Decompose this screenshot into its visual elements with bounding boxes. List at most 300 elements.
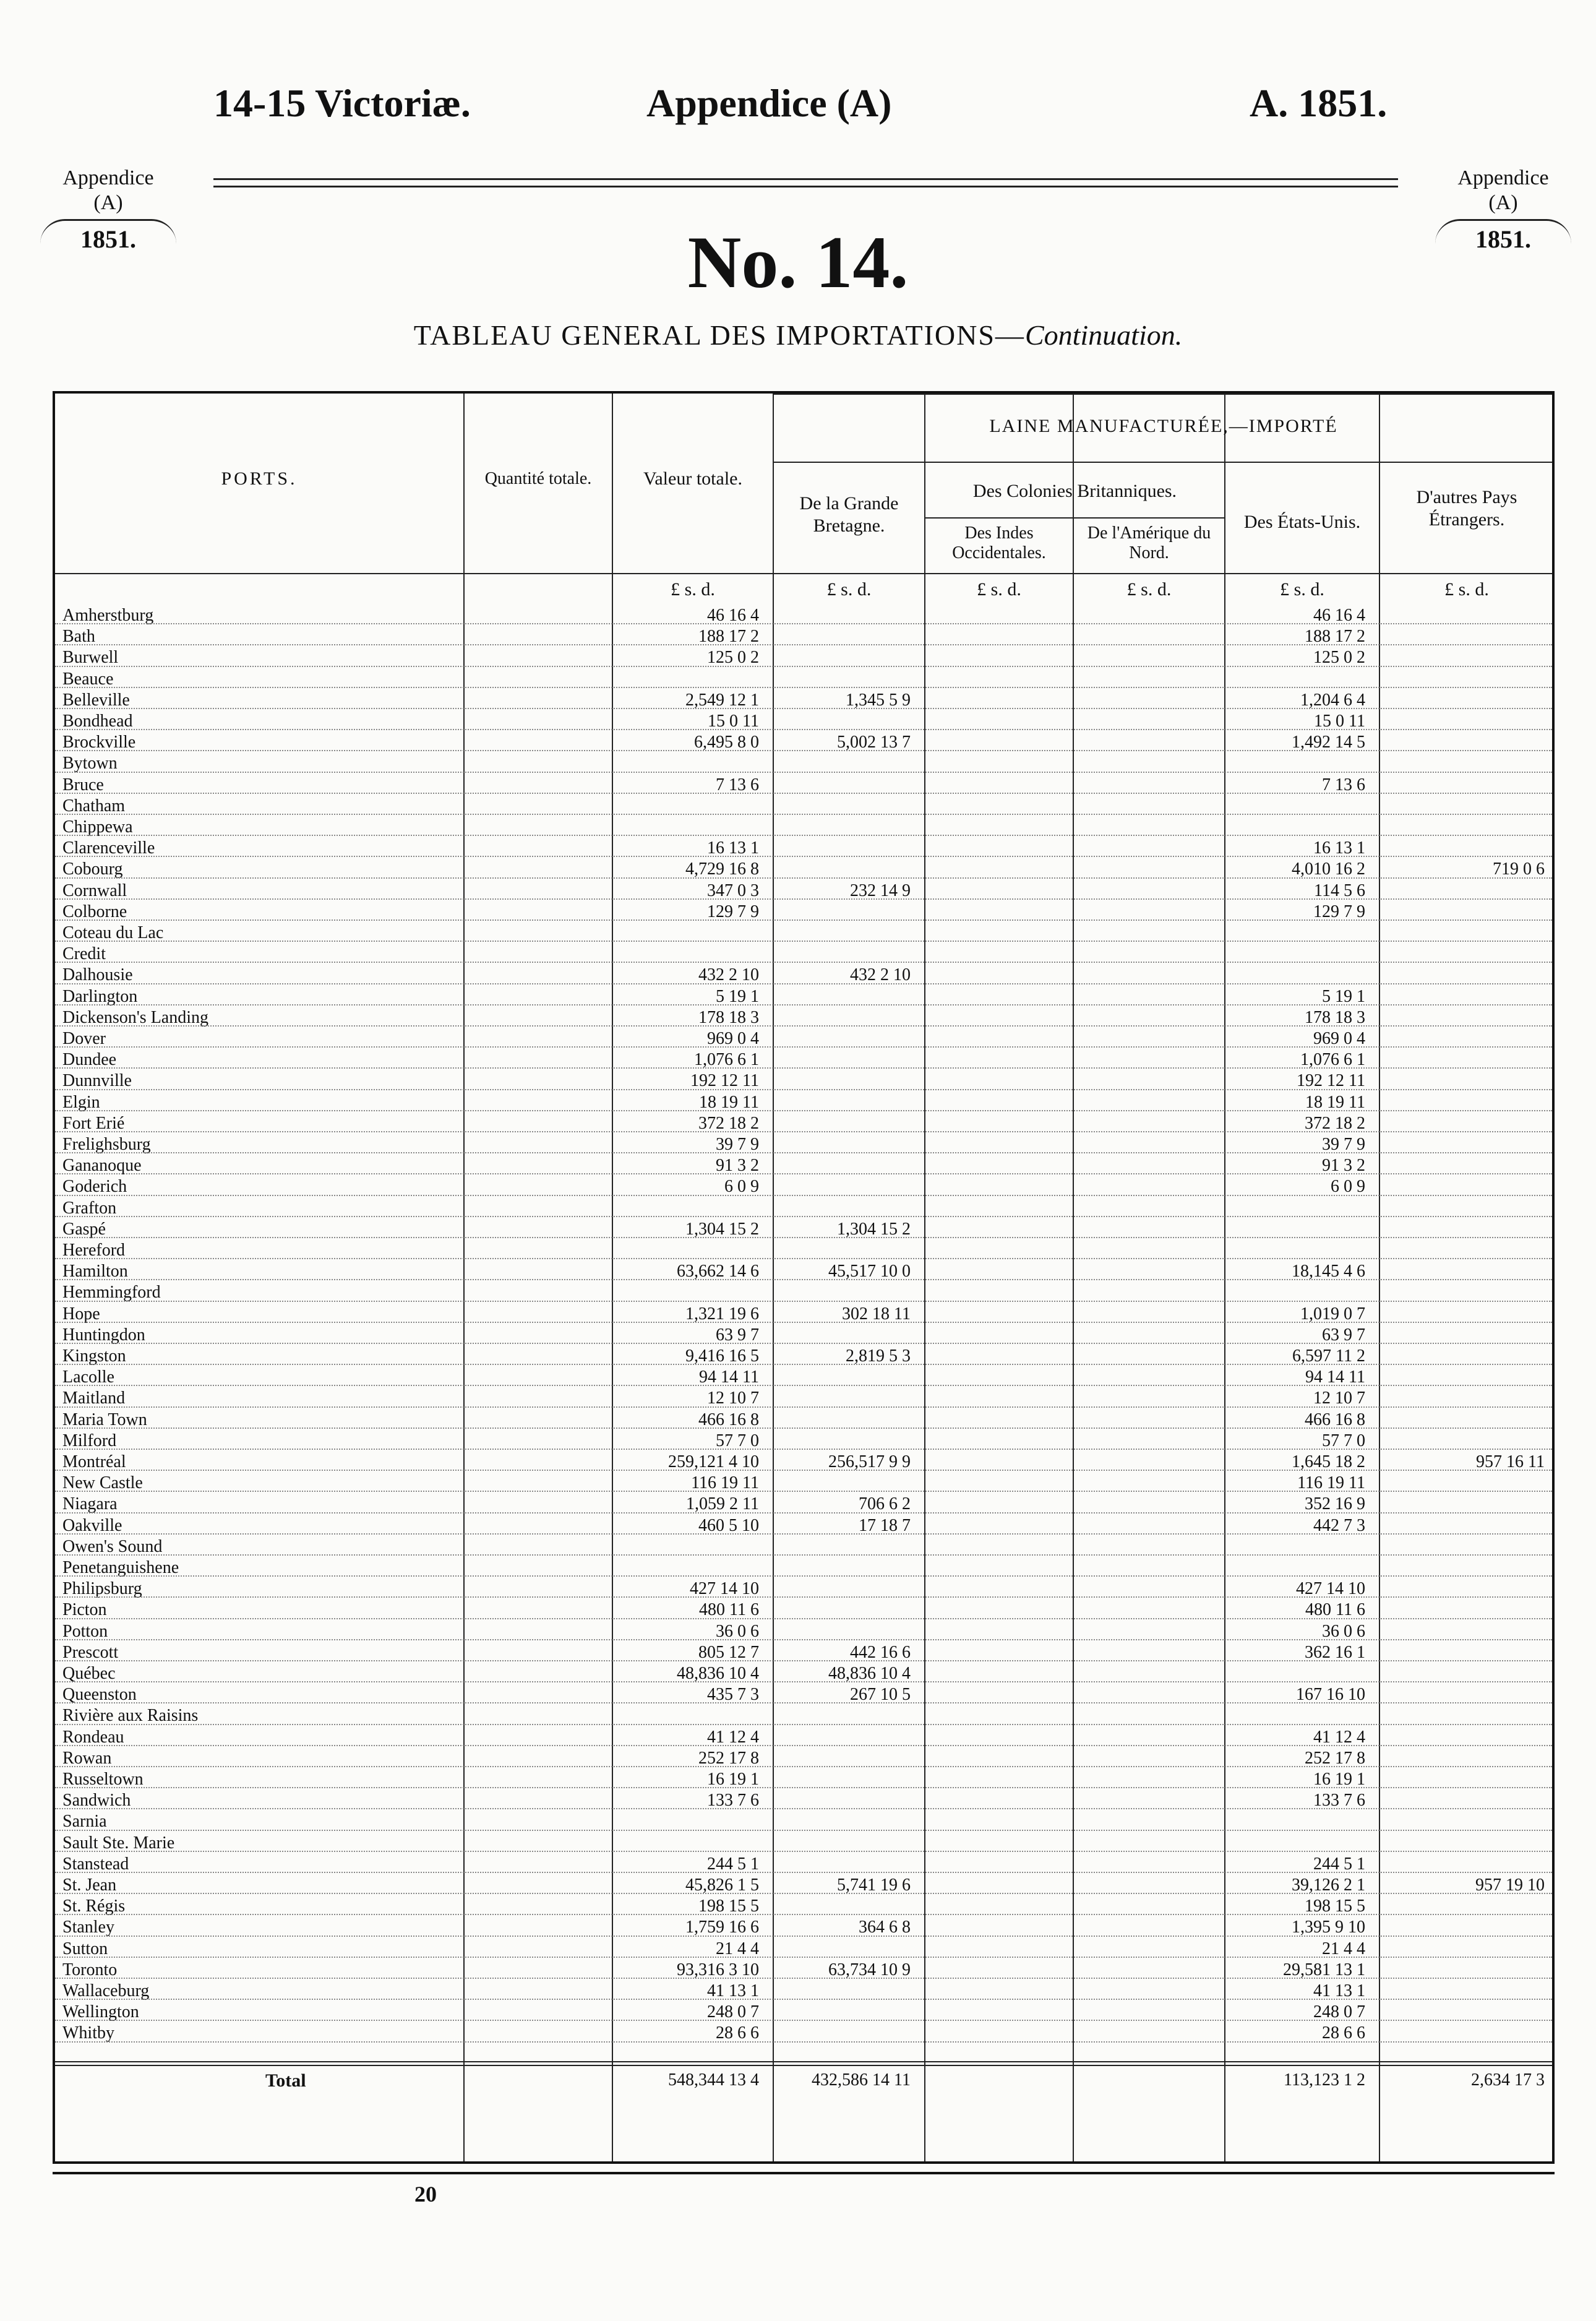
etats-unis-cell: 969 0 4 bbox=[1313, 1029, 1365, 1048]
leader-dots bbox=[55, 1533, 1552, 1535]
etats-unis-cell: 116 19 11 bbox=[1297, 1473, 1365, 1493]
gb-cell: 432 2 10 bbox=[850, 965, 911, 985]
port-name: Brockville bbox=[62, 733, 136, 752]
port-name: Credit bbox=[62, 944, 106, 964]
port-name: Chippewa bbox=[62, 817, 133, 837]
port-name: St. Régis bbox=[62, 1897, 126, 1916]
valeur-cell: 435 7 3 bbox=[707, 1685, 759, 1705]
leader-dots bbox=[55, 1216, 1552, 1217]
etats-unis-cell: 1,395 9 10 bbox=[1292, 1918, 1365, 1937]
port-name: Darlington bbox=[62, 986, 138, 1006]
etats-unis-cell: 36 0 6 bbox=[1322, 1621, 1365, 1641]
port-name: Stanley bbox=[62, 1918, 114, 1937]
valeur-cell: 16 13 1 bbox=[707, 838, 759, 858]
leader-dots bbox=[55, 1301, 1552, 1302]
leader-dots bbox=[55, 2041, 1552, 2043]
leader-dots bbox=[55, 1999, 1552, 2000]
leader-dots bbox=[55, 1385, 1552, 1386]
port-name: Wallaceburg bbox=[62, 1981, 150, 2000]
valeur-cell: 427 14 10 bbox=[690, 1579, 759, 1599]
port-name: Frelighsburg bbox=[62, 1135, 151, 1154]
etats-unis-cell: 198 15 5 bbox=[1305, 1897, 1365, 1916]
leader-dots bbox=[55, 1470, 1552, 1471]
etats-unis-cell: 12 10 7 bbox=[1313, 1389, 1365, 1408]
etats-unis-cell: 362 16 1 bbox=[1305, 1642, 1365, 1662]
margin-note-right-sub: (A) bbox=[1488, 191, 1518, 214]
leader-dots bbox=[55, 750, 1552, 751]
header-group: LAINE MANUFACTURÉE,—IMPORTÉ bbox=[989, 416, 1338, 436]
valeur-cell: 259,121 4 10 bbox=[668, 1452, 759, 1471]
port-name: Gaspé bbox=[62, 1219, 106, 1239]
total-etats-unis: 113,123 1 2 bbox=[1284, 2070, 1365, 2090]
leader-dots bbox=[55, 708, 1552, 709]
leader-dots bbox=[55, 1681, 1552, 1682]
port-name: Bruce bbox=[62, 775, 104, 794]
header-indes: Des Indes Occidentales. bbox=[952, 523, 1046, 562]
valeur-cell: 93,316 3 10 bbox=[677, 1960, 759, 1979]
margin-note-right-label: Appendice bbox=[1457, 166, 1549, 189]
total-valeur: 548,344 13 4 bbox=[668, 2070, 759, 2090]
port-name: Fort Erié bbox=[62, 1113, 125, 1133]
port-name: Penetanguishene bbox=[62, 1558, 179, 1577]
import-table bbox=[53, 391, 1555, 2164]
etats-unis-cell: 57 7 0 bbox=[1322, 1431, 1365, 1450]
port-name: Amherstburg bbox=[62, 606, 154, 625]
leader-dots bbox=[55, 1957, 1552, 1958]
leader-dots bbox=[55, 1406, 1552, 1408]
port-name: Bondhead bbox=[62, 712, 133, 731]
leader-dots bbox=[55, 1067, 1552, 1069]
page-number: 20 bbox=[414, 2182, 437, 2207]
etats-unis-cell: 252 17 8 bbox=[1305, 1748, 1365, 1768]
leader-dots bbox=[55, 1745, 1552, 1746]
valeur-cell: 6,495 8 0 bbox=[694, 733, 759, 752]
valeur-cell: 432 2 10 bbox=[698, 965, 759, 985]
valeur-cell: 178 18 3 bbox=[698, 1007, 759, 1027]
port-name: Oakville bbox=[62, 1515, 122, 1535]
header-ports: PORTS. bbox=[221, 468, 298, 489]
port-name: Elgin bbox=[62, 1092, 100, 1112]
leader-dots bbox=[55, 1808, 1552, 1809]
valeur-cell: 15 0 11 bbox=[708, 712, 759, 731]
port-name: Queenston bbox=[62, 1685, 137, 1705]
total-gb: 432,586 14 11 bbox=[812, 2070, 911, 2090]
valeur-cell: 4,729 16 8 bbox=[685, 859, 759, 879]
gb-cell: 17 18 7 bbox=[859, 1515, 911, 1535]
valeur-cell: 2,549 12 1 bbox=[685, 690, 759, 710]
leader-dots bbox=[55, 1364, 1552, 1365]
valeur-cell: 12 10 7 bbox=[707, 1389, 759, 1408]
port-name: Hereford bbox=[62, 1241, 126, 1260]
leader-dots bbox=[55, 1491, 1552, 1492]
port-name: Goderich bbox=[62, 1177, 127, 1197]
port-name: Whitby bbox=[62, 2023, 114, 2043]
etats-unis-cell: 1,076 6 1 bbox=[1300, 1050, 1365, 1070]
port-name: Owen's Sound bbox=[62, 1536, 163, 1556]
port-name: Rivière aux Raisins bbox=[62, 1706, 199, 1726]
port-name: Rowan bbox=[62, 1748, 112, 1768]
col-divider-indes bbox=[1073, 394, 1074, 2161]
valeur-cell: 188 17 2 bbox=[698, 627, 759, 647]
valeur-cell: 252 17 8 bbox=[698, 1748, 759, 1768]
port-name: Stanstead bbox=[62, 1854, 129, 1874]
table-subtitle bbox=[0, 319, 1596, 351]
leader-dots bbox=[55, 1978, 1552, 1979]
header-colonies: Des Colonies Britanniques. bbox=[972, 481, 1177, 501]
etats-unis-cell: 29,581 13 1 bbox=[1283, 1960, 1365, 1979]
port-name: Belleville bbox=[62, 690, 130, 710]
port-name: Burwell bbox=[62, 648, 119, 668]
port-name: Sarnia bbox=[62, 1812, 107, 1832]
port-name: Hope bbox=[62, 1304, 100, 1324]
etats-unis-cell: 39,126 2 1 bbox=[1292, 1875, 1365, 1895]
valeur-cell: 480 11 6 bbox=[699, 1600, 759, 1620]
leader-dots bbox=[55, 1872, 1552, 1873]
autres-cell: 957 16 11 bbox=[1476, 1452, 1545, 1471]
valeur-cell: 5 19 1 bbox=[716, 986, 759, 1006]
currency-heading: £ s. d. bbox=[1444, 579, 1489, 600]
valeur-cell: 63 9 7 bbox=[716, 1325, 759, 1345]
port-name: Chatham bbox=[62, 796, 126, 816]
leader-dots bbox=[55, 1237, 1552, 1238]
currency-heading: £ s. d. bbox=[1126, 579, 1172, 600]
etats-unis-cell: 442 7 3 bbox=[1313, 1515, 1365, 1535]
etats-unis-cell: 21 4 4 bbox=[1322, 1939, 1365, 1958]
valeur-cell: 18 19 11 bbox=[699, 1092, 759, 1112]
leader-dots bbox=[55, 898, 1552, 900]
port-name: Cornwall bbox=[62, 881, 127, 900]
header-autres: D'autres Pays Étrangers. bbox=[1416, 487, 1517, 530]
valeur-cell: 1,076 6 1 bbox=[694, 1050, 759, 1070]
valeur-cell: 969 0 4 bbox=[707, 1029, 759, 1048]
gb-cell: 364 6 8 bbox=[859, 1918, 911, 1937]
leader-dots bbox=[55, 1322, 1552, 1323]
gb-cell: 63,734 10 9 bbox=[828, 1960, 911, 1979]
gb-cell: 256,517 9 9 bbox=[828, 1452, 911, 1471]
port-name: Huntingdon bbox=[62, 1325, 145, 1345]
etats-unis-cell: 63 9 7 bbox=[1322, 1325, 1365, 1345]
leader-dots bbox=[55, 1512, 1552, 1514]
running-header-left: 14-15 Victoriæ. bbox=[213, 81, 471, 125]
gb-cell: 1,345 5 9 bbox=[846, 690, 911, 710]
valeur-cell: 248 0 7 bbox=[707, 2002, 759, 2022]
leader-dots bbox=[55, 1110, 1552, 1111]
valeur-cell: 39 7 9 bbox=[716, 1135, 759, 1154]
port-name: Sutton bbox=[62, 1939, 108, 1958]
etats-unis-cell: 16 19 1 bbox=[1313, 1770, 1365, 1789]
leader-dots bbox=[55, 1343, 1552, 1344]
total-autres: 2,634 17 3 bbox=[1471, 2070, 1545, 2090]
port-name: Sandwich bbox=[62, 1791, 131, 1811]
etats-unis-cell: 248 0 7 bbox=[1313, 2002, 1365, 2022]
leader-dots bbox=[55, 919, 1552, 921]
leader-dots bbox=[55, 623, 1552, 624]
gb-cell: 5,002 13 7 bbox=[837, 733, 911, 752]
port-name: Maitland bbox=[62, 1389, 126, 1408]
leader-dots bbox=[55, 835, 1552, 836]
etats-unis-cell: 1,645 18 2 bbox=[1292, 1452, 1365, 1471]
leader-dots bbox=[55, 1914, 1552, 1915]
subtitle-italic: Continuation. bbox=[1024, 319, 1183, 351]
leader-dots bbox=[55, 1554, 1552, 1556]
valeur-cell: 9,416 16 5 bbox=[685, 1346, 759, 1366]
leader-dots bbox=[55, 983, 1552, 984]
etats-unis-cell: 125 0 2 bbox=[1313, 648, 1365, 668]
valeur-cell: 1,304 15 2 bbox=[685, 1219, 759, 1239]
port-name: Russeltown bbox=[62, 1770, 144, 1789]
valeur-cell: 94 14 11 bbox=[699, 1367, 759, 1387]
port-name: Philipsburg bbox=[62, 1579, 142, 1599]
valeur-cell: 41 13 1 bbox=[707, 1981, 759, 2000]
leader-dots bbox=[55, 1639, 1552, 1640]
port-name: Potton bbox=[62, 1621, 108, 1641]
etats-unis-cell: 480 11 6 bbox=[1305, 1600, 1365, 1620]
etats-unis-cell: 188 17 2 bbox=[1305, 627, 1365, 647]
leader-dots bbox=[55, 877, 1552, 879]
leader-dots bbox=[55, 644, 1552, 645]
port-name: Prescott bbox=[62, 1642, 119, 1662]
etats-unis-cell: 6 0 9 bbox=[1331, 1177, 1365, 1197]
col-divider-ports bbox=[463, 394, 465, 2161]
margin-note-right-year: 1851. bbox=[1435, 219, 1571, 252]
etats-unis-cell: 372 18 2 bbox=[1305, 1113, 1365, 1133]
valeur-cell: 57 7 0 bbox=[716, 1431, 759, 1450]
gb-cell: 267 10 5 bbox=[850, 1685, 911, 1705]
leader-dots bbox=[55, 1279, 1552, 1280]
valeur-cell: 6 0 9 bbox=[724, 1177, 759, 1197]
gb-cell: 302 18 11 bbox=[842, 1304, 911, 1324]
valeur-cell: 372 18 2 bbox=[698, 1113, 759, 1133]
total-label: Total bbox=[265, 2070, 306, 2091]
running-header-center: Appendice (A) bbox=[646, 81, 892, 125]
valeur-cell: 466 16 8 bbox=[698, 1410, 759, 1429]
etats-unis-cell: 41 13 1 bbox=[1313, 1981, 1365, 2000]
total-rule bbox=[55, 2061, 1552, 2062]
leader-dots bbox=[55, 1427, 1552, 1429]
gb-cell: 1,304 15 2 bbox=[837, 1219, 911, 1239]
valeur-cell: 63,662 14 6 bbox=[677, 1262, 759, 1281]
etats-unis-cell: 129 7 9 bbox=[1313, 902, 1365, 921]
gb-cell: 442 16 6 bbox=[850, 1642, 911, 1662]
header-bottom-rule bbox=[55, 573, 1552, 574]
col-divider-valeur bbox=[773, 394, 774, 2161]
valeur-cell: 48,836 10 4 bbox=[677, 1664, 759, 1683]
valeur-cell: 125 0 2 bbox=[707, 648, 759, 668]
valeur-cell: 460 5 10 bbox=[698, 1515, 759, 1535]
leader-dots bbox=[55, 1152, 1552, 1153]
leader-dots bbox=[55, 729, 1552, 730]
valeur-cell: 805 12 7 bbox=[698, 1642, 759, 1662]
port-name: Wellington bbox=[62, 2002, 139, 2022]
header-gb: De la Grande Bretagne. bbox=[799, 493, 899, 536]
etats-unis-cell: 18,145 4 6 bbox=[1292, 1262, 1365, 1281]
port-name: Rondeau bbox=[62, 1727, 124, 1747]
etats-unis-cell: 15 0 11 bbox=[1314, 712, 1365, 731]
valeur-cell: 133 7 6 bbox=[707, 1791, 759, 1811]
etats-unis-cell: 178 18 3 bbox=[1305, 1007, 1365, 1027]
valeur-cell: 16 19 1 bbox=[707, 1770, 759, 1789]
leader-dots bbox=[55, 666, 1552, 667]
port-name: Toronto bbox=[62, 1960, 118, 1979]
leader-dots bbox=[55, 793, 1552, 794]
etats-unis-cell: 39 7 9 bbox=[1322, 1135, 1365, 1154]
gb-cell: 48,836 10 4 bbox=[828, 1664, 911, 1683]
valeur-cell: 45,826 1 5 bbox=[685, 1875, 759, 1895]
port-name: Kingston bbox=[62, 1346, 126, 1366]
header-quantite: Quantité totale. bbox=[484, 469, 592, 488]
port-name: Milford bbox=[62, 1431, 117, 1450]
leader-dots bbox=[55, 1195, 1552, 1196]
margin-note-left-label: Appendice bbox=[62, 166, 154, 189]
leader-dots bbox=[55, 1936, 1552, 1937]
valeur-cell: 36 0 6 bbox=[716, 1621, 759, 1641]
etats-unis-cell: 46 16 4 bbox=[1313, 606, 1365, 625]
port-name: Dunnville bbox=[62, 1071, 132, 1091]
leader-dots bbox=[55, 772, 1552, 773]
etats-unis-cell: 4,010 16 2 bbox=[1292, 859, 1365, 879]
gb-cell: 232 14 9 bbox=[850, 881, 911, 900]
port-name: New Castle bbox=[62, 1473, 143, 1493]
etats-unis-cell: 244 5 1 bbox=[1313, 1854, 1365, 1874]
etats-unis-cell: 41 12 4 bbox=[1313, 1727, 1365, 1747]
leader-dots bbox=[55, 1046, 1552, 1048]
col-divider-quantite bbox=[612, 394, 613, 2161]
valeur-cell: 1,321 19 6 bbox=[685, 1304, 759, 1324]
leader-dots bbox=[55, 814, 1552, 815]
port-name: Montréal bbox=[62, 1452, 126, 1471]
etats-unis-cell: 28 6 6 bbox=[1322, 2023, 1365, 2043]
leader-dots bbox=[55, 1618, 1552, 1619]
valeur-cell: 1,759 16 6 bbox=[685, 1918, 759, 1937]
valeur-cell: 21 4 4 bbox=[716, 1939, 759, 1958]
leader-dots bbox=[55, 1851, 1552, 1852]
total-rule-double bbox=[55, 2065, 1552, 2066]
port-name: Gananoque bbox=[62, 1156, 142, 1176]
port-name: Maria Town bbox=[62, 1410, 147, 1429]
margin-note-left-year: 1851. bbox=[40, 219, 176, 252]
port-name: Sault Ste. Marie bbox=[62, 1833, 175, 1853]
leader-dots bbox=[55, 1131, 1552, 1132]
leader-dots bbox=[55, 1089, 1552, 1090]
etats-unis-cell: 114 5 6 bbox=[1314, 881, 1365, 900]
col-divider-amerique bbox=[1224, 394, 1225, 2161]
leader-dots bbox=[55, 962, 1552, 963]
gb-cell: 45,517 10 0 bbox=[828, 1262, 911, 1281]
port-name: Dalhousie bbox=[62, 965, 133, 985]
leader-dots bbox=[55, 1660, 1552, 1661]
etats-unis-cell: 94 14 11 bbox=[1305, 1367, 1365, 1387]
port-name: Québec bbox=[62, 1664, 116, 1683]
valeur-cell: 129 7 9 bbox=[707, 902, 759, 921]
group-header-rule bbox=[773, 462, 1552, 463]
port-name: Hemmingford bbox=[62, 1283, 161, 1303]
leader-dots bbox=[55, 1830, 1552, 1831]
valeur-cell: 116 19 11 bbox=[691, 1473, 759, 1493]
leader-dots bbox=[55, 1766, 1552, 1767]
port-name: Grafton bbox=[62, 1198, 117, 1218]
port-name: St. Jean bbox=[62, 1875, 117, 1895]
leader-dots bbox=[55, 687, 1552, 688]
etats-unis-cell: 352 16 9 bbox=[1305, 1494, 1365, 1514]
port-name: Hamilton bbox=[62, 1262, 128, 1281]
header-amerique: De l'Amérique du Nord. bbox=[1087, 523, 1211, 562]
currency-heading: £ s. d. bbox=[977, 579, 1021, 600]
bottom-rule bbox=[53, 2172, 1555, 2174]
port-name: Niagara bbox=[62, 1494, 118, 1514]
leader-dots bbox=[55, 1004, 1552, 1005]
leader-dots bbox=[55, 1173, 1552, 1174]
running-header-right: A. 1851. bbox=[1250, 81, 1388, 125]
valeur-cell: 1,059 2 11 bbox=[686, 1494, 759, 1514]
leader-dots bbox=[55, 1702, 1552, 1703]
gb-cell: 706 6 2 bbox=[859, 1494, 911, 1514]
col-divider-etats-unis bbox=[1379, 394, 1380, 2161]
etats-unis-cell: 16 13 1 bbox=[1313, 838, 1365, 858]
colonies-subheader-rule bbox=[924, 517, 1224, 519]
etats-unis-cell: 5 19 1 bbox=[1322, 986, 1365, 1006]
etats-unis-cell: 1,204 6 4 bbox=[1300, 690, 1365, 710]
leader-dots bbox=[55, 1596, 1552, 1598]
port-name: Beauce bbox=[62, 669, 114, 689]
port-name: Clarenceville bbox=[62, 838, 155, 858]
port-name: Cobourg bbox=[62, 859, 123, 879]
port-name: Bath bbox=[62, 627, 95, 647]
leader-dots bbox=[55, 1449, 1552, 1450]
valeur-cell: 7 13 6 bbox=[716, 775, 759, 794]
port-name: Colborne bbox=[62, 902, 127, 921]
valeur-cell: 347 0 3 bbox=[707, 881, 759, 900]
valeur-cell: 46 16 4 bbox=[707, 606, 759, 625]
subtitle-main: TABLEAU GENERAL DES IMPORTATIONS— bbox=[413, 319, 1025, 351]
currency-heading: £ s. d. bbox=[1280, 579, 1324, 600]
valeur-cell: 192 12 11 bbox=[690, 1071, 759, 1091]
etats-unis-cell: 192 12 11 bbox=[1297, 1071, 1365, 1091]
port-name: Dundee bbox=[62, 1050, 117, 1070]
etats-unis-cell: 133 7 6 bbox=[1313, 1791, 1365, 1811]
table-number-title: No. 14. bbox=[687, 221, 909, 303]
valeur-cell: 28 6 6 bbox=[716, 2023, 759, 2043]
leader-dots bbox=[55, 1025, 1552, 1027]
etats-unis-cell: 6,597 11 2 bbox=[1292, 1346, 1365, 1366]
etats-unis-cell: 91 3 2 bbox=[1322, 1156, 1365, 1176]
etats-unis-cell: 167 16 10 bbox=[1296, 1685, 1365, 1705]
leader-dots bbox=[55, 1787, 1552, 1788]
leader-dots bbox=[55, 856, 1552, 857]
etats-unis-cell: 7 13 6 bbox=[1322, 775, 1365, 794]
leader-dots bbox=[55, 2020, 1552, 2021]
leader-dots bbox=[55, 941, 1552, 942]
gb-cell: 5,741 19 6 bbox=[837, 1875, 911, 1895]
etats-unis-cell: 466 16 8 bbox=[1305, 1410, 1365, 1429]
port-name: Picton bbox=[62, 1600, 107, 1620]
port-name: Lacolle bbox=[62, 1367, 114, 1387]
port-name: Dickenson's Landing bbox=[62, 1007, 209, 1027]
valeur-cell: 198 15 5 bbox=[698, 1897, 759, 1916]
header-rule-bottom bbox=[213, 186, 1398, 187]
port-name: Bytown bbox=[62, 754, 118, 773]
valeur-cell: 41 12 4 bbox=[707, 1727, 759, 1747]
margin-note-left-sub: (A) bbox=[93, 191, 123, 214]
gb-cell: 2,819 5 3 bbox=[846, 1346, 911, 1366]
port-name: Dover bbox=[62, 1029, 106, 1048]
leader-dots bbox=[55, 1724, 1552, 1725]
valeur-cell: 244 5 1 bbox=[707, 1854, 759, 1874]
autres-cell: 719 0 6 bbox=[1493, 859, 1545, 879]
etats-unis-cell: 1,492 14 5 bbox=[1292, 733, 1365, 752]
header-etats-unis: Des États-Unis. bbox=[1243, 512, 1361, 532]
valeur-cell: 91 3 2 bbox=[716, 1156, 759, 1176]
autres-cell: 957 19 10 bbox=[1475, 1875, 1545, 1895]
